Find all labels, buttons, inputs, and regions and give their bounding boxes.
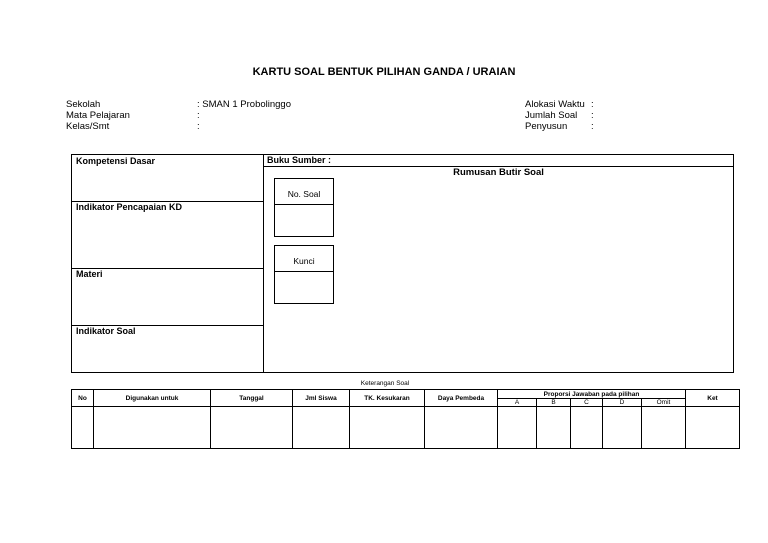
indikator-kd-label: Indikator Pencapaian KD (76, 202, 183, 212)
info-label-mapel: Mata Pelajaran (66, 110, 130, 121)
materi-label: Materi (76, 269, 103, 279)
info-label-jumlah: Jumlah Soal (525, 110, 578, 121)
no-soal-box (274, 178, 334, 237)
info-label-penyusun: Penyusun (525, 121, 568, 132)
kunci-label: Kunci (293, 256, 315, 266)
table-cell[interactable] (537, 407, 571, 449)
table-cell[interactable] (94, 407, 211, 449)
info-value-sekolah: : SMAN 1 Probolinggo (197, 99, 291, 110)
table-cell[interactable] (642, 407, 686, 449)
card-divider (263, 154, 264, 373)
header-digunakan: Digunakan untuk (94, 390, 211, 407)
indikator-soal-label: Indikator Soal (76, 326, 136, 336)
kunci-divider (275, 271, 333, 272)
kunci-box (274, 245, 334, 304)
header-no: No (72, 390, 94, 407)
info-label-sekolah: Sekolah (66, 99, 101, 110)
info-value-kelas: : (197, 121, 200, 132)
option-d: D (603, 399, 642, 407)
table-row (72, 407, 740, 449)
table-cell[interactable] (571, 407, 603, 449)
keterangan-caption: Keterangan Soal (360, 380, 410, 387)
table-cell[interactable] (211, 407, 293, 449)
keterangan-table (71, 389, 740, 449)
info-value-jumlah: : (591, 110, 594, 121)
page-title: KARTU SOAL BENTUK PILIHAN GANDA / URAIAN (252, 66, 516, 78)
info-label-kelas: Kelas/Smt (66, 121, 110, 132)
info-right-values (591, 99, 594, 132)
no-soal-divider (275, 204, 333, 205)
table-cell[interactable] (293, 407, 350, 449)
header-daya-pembeda: Daya Pembeda (425, 390, 498, 407)
buku-sumber-label: Buku Sumber : (267, 155, 332, 165)
header-tk-kesukaran: TK. Kesukaran (350, 390, 425, 407)
rumusan-label: Rumusan Butir Soal (453, 167, 544, 178)
info-value-penyusun: : (591, 121, 594, 132)
info-value-mapel: : (197, 110, 200, 121)
option-omit: Omit (642, 399, 686, 407)
info-value-alokasi: : (591, 99, 594, 110)
header-proporsi: Proporsi Jawaban pada pilihan (498, 390, 686, 399)
table-cell[interactable] (425, 407, 498, 449)
info-right-labels (525, 99, 585, 132)
table-cell[interactable] (498, 407, 537, 449)
soal-card (71, 154, 734, 373)
table-cell[interactable] (350, 407, 425, 449)
header-jml-siswa: Jml Siswa (293, 390, 350, 407)
kompetensi-dasar-label: Kompetensi Dasar (76, 156, 156, 166)
info-left-values (197, 99, 291, 132)
info-label-alokasi: Alokasi Waktu (525, 99, 585, 110)
table-cell[interactable] (686, 407, 740, 449)
no-soal-label: No. Soal (287, 189, 321, 199)
header-ket: Ket (686, 390, 740, 407)
table-cell[interactable] (72, 407, 94, 449)
table-cell[interactable] (603, 407, 642, 449)
option-c: C (571, 399, 603, 407)
header-tanggal: Tanggal (211, 390, 293, 407)
option-b: B (537, 399, 571, 407)
option-a: A (498, 399, 537, 407)
info-left-labels (66, 99, 130, 132)
